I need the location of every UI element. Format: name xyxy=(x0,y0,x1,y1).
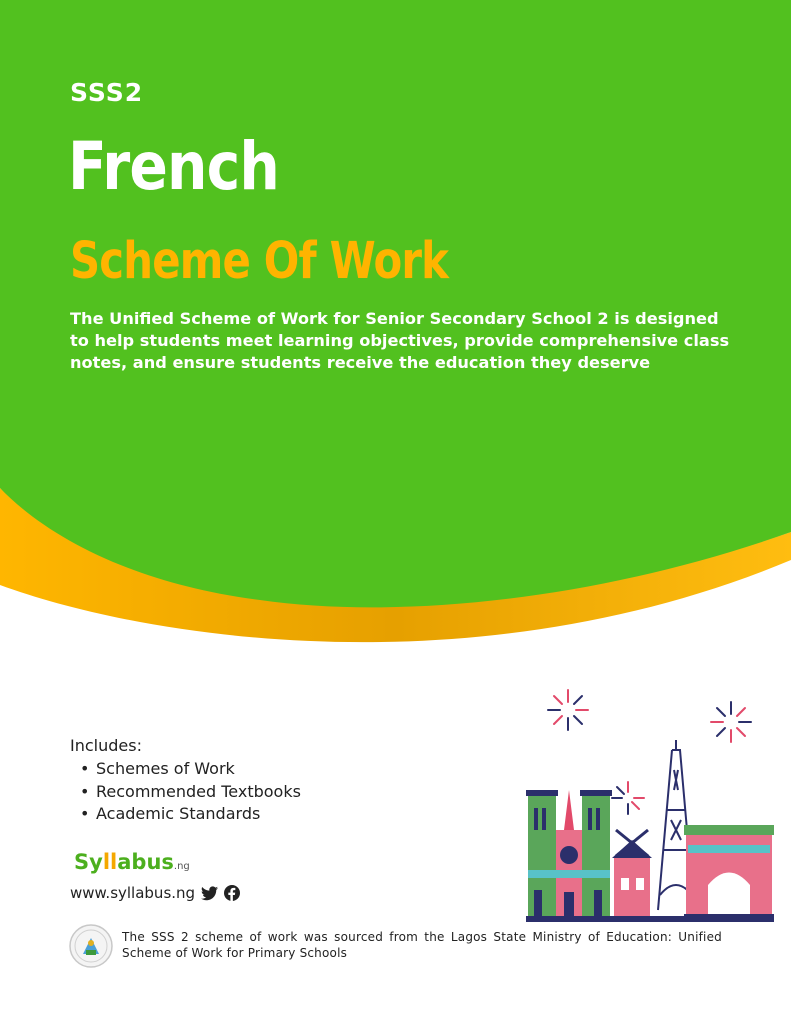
website-link[interactable]: www.syllabus.ng xyxy=(70,884,196,902)
subject-title: French xyxy=(68,128,279,205)
cathedral xyxy=(526,790,612,920)
document-type-title: Scheme Of Work xyxy=(70,232,449,291)
grade-label: SSS2 xyxy=(70,78,144,107)
twitter-icon[interactable] xyxy=(201,886,218,901)
paris-landmarks-illustration xyxy=(526,680,774,924)
facebook-icon[interactable] xyxy=(224,885,240,901)
includes-item: • Academic Standards xyxy=(70,803,301,826)
logo-text-end: abus xyxy=(117,850,174,874)
fireworks-icon xyxy=(548,690,751,814)
logo-text-accent: ll xyxy=(102,850,118,874)
moulin-rouge xyxy=(612,830,652,920)
arc-de-triomphe xyxy=(684,825,774,920)
includes-item: • Schemes of Work xyxy=(70,758,301,781)
website-row xyxy=(70,884,240,902)
lagos-seal-icon xyxy=(69,924,113,968)
logo-text-start: Sy xyxy=(74,850,103,874)
includes-list xyxy=(70,758,301,826)
includes-item: • Recommended Textbooks xyxy=(70,781,301,804)
includes-heading: Includes: xyxy=(70,736,142,755)
source-note: The SSS 2 scheme of work was sourced from the Lagos State Ministry of Education: Unified Scheme of Work for Primary Schools xyxy=(122,930,722,960)
logo-suffix: .ng xyxy=(173,861,190,872)
syllabus-logo[interactable] xyxy=(74,850,190,874)
cover-description: The Unified Scheme of Work for Senior Secondary School 2 is designed to help students meet learning objectives, provide comprehensive class notes, and ensure students receive the education they deserve xyxy=(70,309,730,372)
